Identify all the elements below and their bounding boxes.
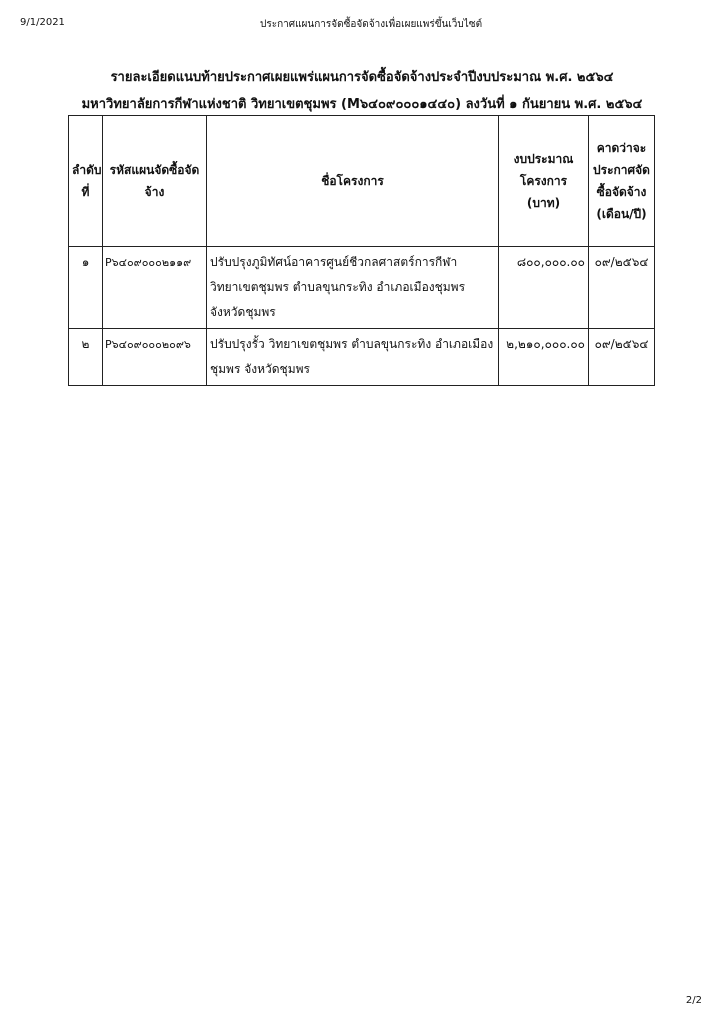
print-header-title: ประกาศแผนการจัดซื้อจัดจ้างเพื่อเผยแพร่ขึ้นเว็บไซต์ [260,19,483,30]
header-budget: งบประมาณโครงการ (บาท) [499,116,589,247]
table-header-row [69,116,655,247]
document-subtitle: มหาวิทยาลัยการกีฬาแห่งชาติ วิทยาเขตชุมพร (M๖๔๐๙๐๐๐๑๔๔๐) ลงวันที่ ๑ กันยายน พ.ศ. ๒๕๖๔ [81,97,643,112]
cell-no: ๒ [69,329,103,386]
cell-expected-date: ๐๙/๒๕๖๔ [589,329,655,386]
header-expected-date: คาดว่าจะประกาศจัดซื้อจัดจ้าง (เดือน/ปี) [589,116,655,247]
table-row [69,329,655,386]
document-title: รายละเอียดแนบท้ายประกาศเผยแพร่แผนการจัดซื้อจัดจ้างประจำปีงบประมาณ พ.ศ. ๒๕๖๔ [110,70,614,85]
cell-no: ๑ [69,247,103,329]
cell-budget: ๒,๒๑๐,๐๐๐.๐๐ [499,329,589,386]
table-row [69,247,655,329]
header-no: ลำดับที่ [69,116,103,247]
page-number: 2/2 [685,995,702,1006]
print-date: 9/1/2021 [20,17,65,28]
cell-project-name: ปรับปรุงรั้ว วิทยาเขตชุมพร ตำบลขุนกระทิง อำเภอเมืองชุมพร จังหวัดชุมพร [207,329,499,386]
cell-expected-date: ๐๙/๒๕๖๔ [589,247,655,329]
cell-budget: ๘๐๐,๐๐๐.๐๐ [499,247,589,329]
procurement-plan-table [68,115,655,386]
cell-code: P๖๔๐๙๐๐๐๒๑๑๙ [103,247,207,329]
header-project-name: ชื่อโครงการ [207,116,499,247]
cell-project-name: ปรับปรุงภูมิทัศน์อาคารศูนย์ชีวกลศาสตร์การกีฬา วิทยาเขตชุมพร ตำบลขุนกระทิง อำเภอเมืองชุมพร จังหวัดชุมพร [207,247,499,329]
cell-code: P๖๔๐๙๐๐๐๒๐๙๖ [103,329,207,386]
header-code: รหัสแผนจัดซื้อจัดจ้าง [103,116,207,247]
